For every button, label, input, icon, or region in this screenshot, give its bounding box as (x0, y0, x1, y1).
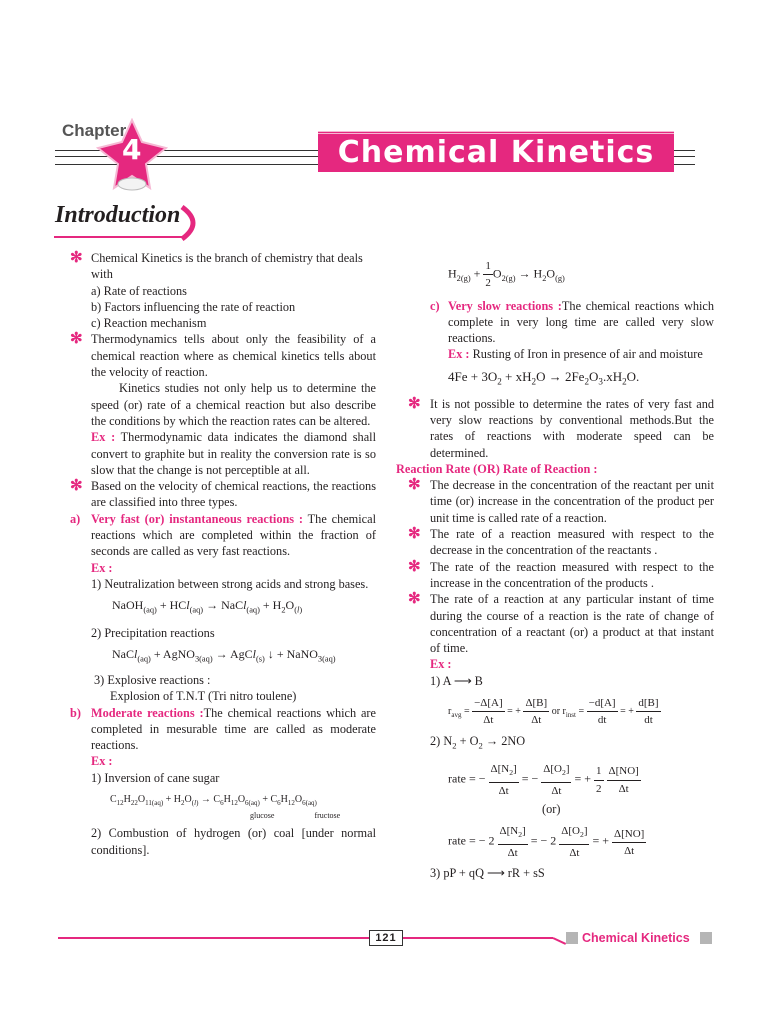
bullet-icon: ✻ (408, 558, 421, 575)
list-item: Explosion of T.N.T (Tri nitro toulene) (110, 689, 297, 704)
item-label: b) (70, 705, 81, 720)
example-label: Ex : (91, 560, 113, 575)
example-item: 3) pP + qQ ⟶ rR + sS (430, 866, 545, 881)
footer-square-icon (700, 932, 712, 944)
bullet-icon: ✻ (408, 526, 421, 543)
bullet-icon: ✻ (70, 478, 83, 495)
left-column (70, 250, 376, 858)
paragraph: The chemical reactions which are completed within the fraction of seconds are called as very fast reactions. (91, 511, 376, 559)
list-item: a) Rate of reactions (91, 283, 187, 298)
footer-rule-end (553, 937, 567, 945)
paragraph: Chemical Kinetics is the branch of chemistry that deals with (91, 251, 363, 282)
equation: $r_{avg}$ = $\frac{-\Delta[A]}{\Delta t}$ = + $\frac{\Delta[B]}{\Delta t}$ or $r_{inst}$ = $\frac{-d[A]}{dt}$ = + $\frac{d[B]}{dt}$ (448, 697, 659, 727)
footer-rule (58, 937, 553, 939)
paragraph: The chemical reactions which are completed in mesurable time are called as moderate reactions. (91, 705, 376, 753)
rate-label: rate = (448, 772, 476, 786)
paragraph: The chemical reactions which complete in very long time are called very slow reactions. (448, 298, 715, 346)
list-item: 3) Explosive reactions : (94, 672, 211, 687)
bullet-icon: ✻ (408, 395, 421, 412)
paragraph: Based on the velocity of chemical reactions, the reactions are classified into three types. (91, 479, 376, 510)
equation: NaCl$_{(aq)}$ + AgNO$_{3(aq)}$ → AgCl$_{(s)}$ ↓ + NaNO$_{3(aq)}$ (112, 647, 336, 664)
list-item: 1) Neutralization between strong acids and strong bases. (91, 576, 369, 591)
example-label: Ex : (430, 657, 452, 672)
list-item: 2) Precipitation reactions (91, 625, 215, 640)
paragraph: Thermodynamics tells about only the feasibility of a chemical reaction where as chemical kinetics tells about the velocity of reaction. (91, 332, 376, 380)
item-label: c) (430, 298, 440, 313)
paragraph: The decrease in the concentration of the reactant per unit time (or) increase in the concentration of the product per unit time is called rate of a reaction. (430, 478, 714, 525)
bullet-icon: ✻ (408, 477, 421, 494)
equation: NaOH$_{(aq)}$ + HCl$_{(aq)}$ → NaCl$_{(aq)}$ + $H_2O_{(l)}$ (112, 598, 303, 615)
glucose-label: glucose (250, 811, 275, 821)
list-item: b) Factors influencing the rate of reaction (91, 299, 296, 314)
example-label: Ex : (91, 754, 113, 769)
equation: $H_{2(g)}$ + $\frac{1}{2}$ $O_{2(g)} \to H_2O_{(g)}$ (448, 260, 565, 290)
page-number: 121 (369, 930, 403, 946)
example-item: 2) $N_2 + O_2 \to 2NO$ (430, 733, 526, 751)
example-item: 1) A ⟶ B (430, 673, 483, 688)
section-subheading: Reaction Rate (OR) Rate of Reaction : (396, 461, 598, 476)
paragraph: The rate of a reaction measured with respect to the decrease in the concentration of the reactants . (430, 527, 714, 558)
equation: rate = − $\frac{\Delta[N_2]}{\Delta t}$ = − $\frac{\Delta[O_2]}{\Delta t}$ = + $\frac{1}{2}$ $\frac{\Delta[NO]}{\Delta t}$ (448, 763, 639, 797)
example-label: Ex : (448, 347, 470, 362)
fructose-label: fructose (314, 811, 341, 821)
paragraph: Rusting of Iron in presence of air and moisture (472, 347, 703, 362)
right-column (396, 258, 714, 882)
footer-square-icon (566, 932, 578, 944)
paragraph: Thermodynamic data indicates the diamond shall convert to graphite but in reality the conversion rate is so slow that the change is not perceptible at all. (91, 430, 376, 477)
footer-title: Chemical Kinetics (582, 931, 690, 945)
paragraph: The rate of a reaction at any particular instant of time during the course of a reaction is the rate of change of concentration of a reactant (or) a product at that instant of time. (430, 592, 714, 656)
paragraph: Kinetics studies not only help us to determine the speed (or) rate of a chemical reaction but also describe the conditions by which the reaction rates can be altered. (91, 381, 376, 428)
subheading: Moderate reactions : (91, 705, 204, 720)
chapter-number: 4 (122, 133, 142, 166)
equation: rate = − 2 $\frac{\Delta[N_2]}{\Delta t}$ = − 2 $\frac{\Delta[O_2]}{\Delta t}$ = + $\frac{\Delta[NO]}{\Delta t}$ (448, 825, 645, 859)
chapter-title-banner (318, 131, 674, 172)
chapter-title: Chemical Kinetics (337, 135, 655, 170)
list-item: 1) Inversion of cane sugar (91, 770, 220, 785)
item-label: a) (70, 511, 81, 526)
paragraph: It is not possible to determine the rates of very fast and very slow reactions by conventional methods.But the rates of reactions with moderate speed can be determined. (430, 396, 714, 460)
subheading: Very fast (or) instantaneous reactions : (91, 511, 304, 526)
bullet-icon: ✻ (408, 591, 421, 608)
bullet-icon: ✻ (70, 331, 83, 348)
paragraph: The rate of the reaction measured with respect to the increase in the concentration of the products . (430, 559, 714, 590)
list-item: 2) Combustion of hydrogen (or) coal [under normal conditions]. (91, 826, 376, 857)
or-label: (or) (542, 802, 561, 817)
subheading: Very slow reactions : (448, 298, 562, 313)
list-item: c) Reaction mechanism (91, 316, 207, 331)
example-label: Ex : (91, 430, 116, 445)
bullet-icon: ✻ (70, 250, 83, 266)
equation: $C_{12}H_{22}O_{11(aq)} + H_2O_{(l)} \to C_6H_{12}O_{6(aq)} + C_6H_{12}O_{6(aq)}$ (110, 793, 317, 807)
heading-swoosh-icon (54, 205, 202, 241)
chapter-label: Chapter (62, 121, 127, 140)
equation: $4Fe + 3O_2 + xH_2O \to 2Fe_2O_3.xH_2O$. (448, 368, 640, 387)
section-heading: Introduction (55, 202, 181, 228)
